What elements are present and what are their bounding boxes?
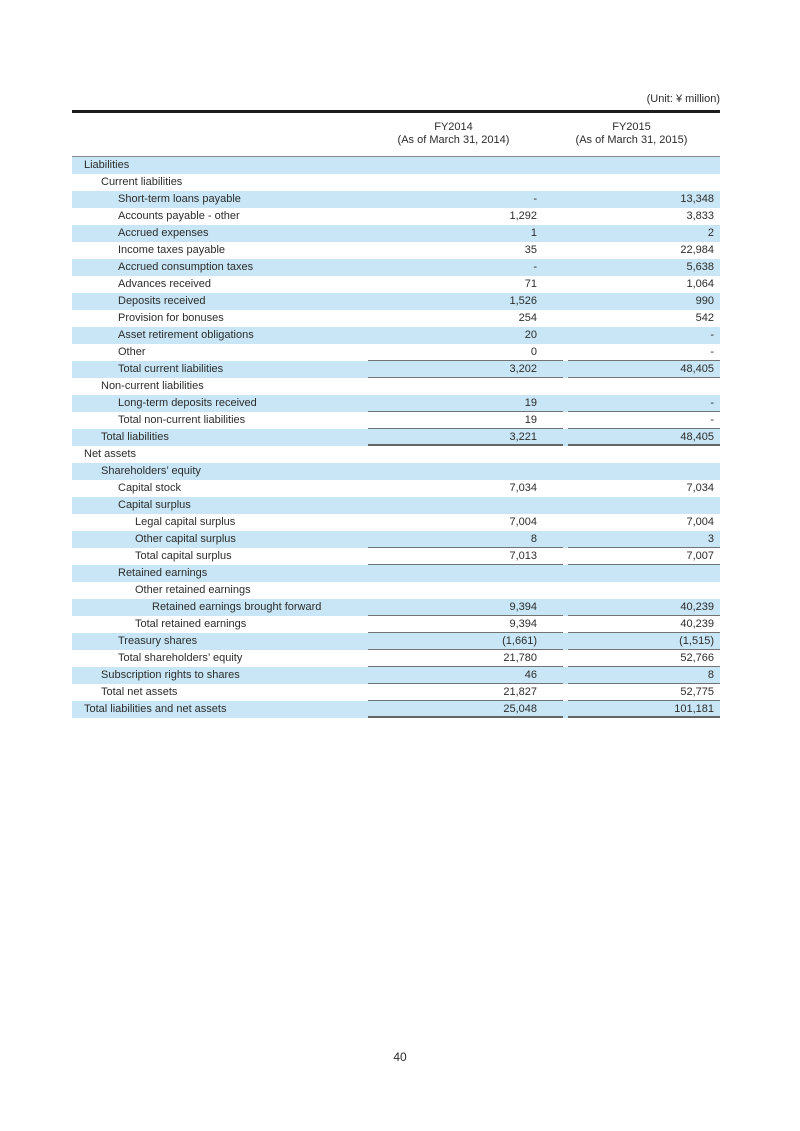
balance-sheet-table: [72, 110, 720, 718]
column-header-fy2015-sublabel: (As of March 31, 2015): [575, 134, 688, 146]
document-page-content: [72, 92, 720, 718]
row-label: Retained earnings: [118, 567, 208, 579]
table-row: [72, 242, 720, 259]
fy2014-value-cell: 1: [530, 227, 537, 239]
table-row: [72, 191, 720, 208]
table-row: [72, 514, 720, 531]
row-label: Legal capital surplus: [135, 516, 236, 528]
table-row: [72, 616, 720, 633]
fy2015-value-cell: [565, 463, 720, 480]
table-row: [72, 582, 720, 599]
fy2014-value-cell: 1,292: [509, 210, 537, 222]
fy2015-value-cell: [565, 378, 720, 395]
fy2015-value-cell: 1,064: [686, 278, 714, 290]
table-header-row: [72, 113, 720, 157]
row-label: Total retained earnings: [135, 618, 247, 630]
table-row: [72, 208, 720, 225]
fy2014-value-cell: 19: [368, 412, 565, 429]
fy2014-value-cell: 71: [524, 278, 537, 290]
fy2014-value-cell: 7,013: [368, 548, 565, 565]
column-header-fy2014-sublabel: (As of March 31, 2014): [397, 134, 510, 146]
fy2015-value-cell: (1,515): [565, 633, 720, 650]
fy2014-value-cell: 8: [368, 531, 565, 548]
fy2014-value-cell: 1,526: [509, 295, 537, 307]
fy2015-value-cell: -: [565, 412, 720, 429]
row-label: Total capital surplus: [135, 550, 232, 562]
fy2015-value-cell: [565, 446, 720, 463]
row-label: Accounts payable - other: [118, 210, 240, 222]
fy2015-value-cell: [565, 565, 720, 582]
fy2015-value-cell: 7,007: [565, 548, 720, 565]
table-row: [72, 395, 720, 412]
fy2014-value-cell: 46: [368, 667, 565, 684]
fy2014-value-cell: [368, 497, 565, 514]
fy2014-value-cell: [368, 174, 565, 191]
table-row: [72, 344, 720, 361]
fy2014-value-cell: [368, 582, 565, 599]
fy2015-value-cell: 3: [565, 531, 720, 548]
fy2014-value-cell: 9,394: [368, 599, 565, 616]
row-label: Other capital surplus: [135, 533, 236, 545]
header-item-column: [72, 121, 368, 156]
fy2015-value-cell: 7,034: [686, 482, 714, 494]
row-label: Income taxes payable: [118, 244, 226, 256]
page-number: 40: [393, 1050, 407, 1064]
table-row: [72, 310, 720, 327]
fy2015-value-cell: 542: [695, 312, 714, 324]
fy2015-value-cell: 101,181: [565, 701, 720, 718]
unit-label: (Unit: ¥ million): [646, 93, 720, 105]
fy2014-value-cell: 9,394: [368, 616, 565, 633]
row-label: Non-current liabilities: [101, 380, 204, 392]
table-row: [72, 701, 720, 718]
fy2014-value-cell: 254: [518, 312, 537, 324]
fy2014-value-cell: -: [533, 261, 537, 273]
table-row: [72, 378, 720, 395]
row-label: Accrued consumption taxes: [118, 261, 254, 273]
row-label: Long-term deposits received: [118, 397, 257, 409]
fy2015-value-cell: -: [710, 329, 714, 341]
row-label: Net assets: [84, 448, 136, 460]
table-row: [72, 463, 720, 480]
fy2014-value-cell: 25,048: [368, 701, 565, 718]
fy2014-value-cell: 3,202: [368, 361, 565, 378]
fy2015-value-cell: 40,239: [565, 599, 720, 616]
row-label: Other retained earnings: [135, 584, 251, 596]
table-row: [72, 174, 720, 191]
fy2015-value-cell: 13,348: [680, 193, 714, 205]
table-row: [72, 327, 720, 344]
row-label: Capital stock: [118, 482, 181, 494]
fy2014-value-cell: -: [533, 193, 537, 205]
row-label: Capital surplus: [118, 499, 191, 511]
row-label: Total liabilities and net assets: [84, 703, 227, 715]
row-label: Shareholders’ equity: [101, 465, 201, 477]
fy2014-value-cell: 20: [524, 329, 537, 341]
table-row: [72, 225, 720, 242]
table-body: [72, 157, 720, 718]
table-row: [72, 259, 720, 276]
fy2014-value-cell: 19: [368, 395, 565, 412]
table-row: [72, 293, 720, 310]
row-label: Retained earnings brought forward: [152, 601, 322, 613]
table-row: [72, 480, 720, 497]
fy2015-value-cell: 48,405: [565, 361, 720, 378]
table-row: [72, 633, 720, 650]
row-label: Treasury shares: [118, 635, 198, 647]
row-label: Current liabilities: [101, 176, 183, 188]
table-row: [72, 667, 720, 684]
fy2014-value-cell: 21,827: [368, 684, 565, 701]
fy2015-value-cell: [565, 157, 720, 174]
fy2014-value-cell: 21,780: [368, 650, 565, 667]
row-label: Total net assets: [101, 686, 178, 698]
fy2014-value-cell: [368, 446, 565, 463]
fy2014-value-cell: [368, 378, 565, 395]
table-row: [72, 412, 720, 429]
column-header-fy2015-label: FY2015: [612, 121, 651, 133]
row-label: Deposits received: [118, 295, 206, 307]
row-label: Provision for bonuses: [118, 312, 224, 324]
fy2015-value-cell: [565, 497, 720, 514]
fy2015-value-cell: 22,984: [680, 244, 714, 256]
row-label: Total liabilities: [101, 431, 169, 443]
table-row: [72, 157, 720, 174]
fy2015-value-cell: 40,239: [565, 616, 720, 633]
row-label: Subscription rights to shares: [101, 669, 240, 681]
fy2015-value-cell: 3,833: [686, 210, 714, 222]
table-row: [72, 531, 720, 548]
fy2015-value-cell: [565, 582, 720, 599]
table-row: [72, 650, 720, 667]
fy2014-value-cell: [368, 157, 565, 174]
table-row: [72, 497, 720, 514]
column-header-fy2015: [565, 121, 720, 156]
row-label: Accrued expenses: [118, 227, 209, 239]
row-label: Advances received: [118, 278, 211, 290]
fy2015-value-cell: 52,766: [565, 650, 720, 667]
table-row: [72, 565, 720, 582]
fy2014-value-cell: [368, 463, 565, 480]
table-row: [72, 684, 720, 701]
table-row: [72, 599, 720, 616]
fy2015-value-cell: 5,638: [686, 261, 714, 273]
fy2015-value-cell: -: [565, 395, 720, 412]
fy2015-value-cell: 8: [565, 667, 720, 684]
column-header-fy2014: [368, 121, 565, 156]
row-label: Other: [118, 346, 146, 358]
column-header-fy2014-label: FY2014: [434, 121, 473, 133]
table-row: [72, 446, 720, 463]
fy2015-value-cell: [565, 174, 720, 191]
fy2015-value-cell: 52,775: [565, 684, 720, 701]
row-label: Total non-current liabilities: [118, 414, 246, 426]
table-row: [72, 548, 720, 565]
row-label: Asset retirement obligations: [118, 329, 254, 341]
table-row: [72, 276, 720, 293]
fy2014-value-cell: 7,004: [509, 516, 537, 528]
fy2014-value-cell: [368, 565, 565, 582]
fy2015-value-cell: 2: [707, 227, 714, 239]
fy2015-value-cell: -: [565, 344, 720, 361]
fy2014-value-cell: 0: [368, 344, 565, 361]
fy2015-value-cell: 48,405: [565, 429, 720, 446]
fy2015-value-cell: 990: [695, 295, 714, 307]
fy2014-value-cell: 3,221: [368, 429, 565, 446]
fy2015-value-cell: 7,004: [686, 516, 714, 528]
fy2014-value-cell: 35: [524, 244, 537, 256]
fy2014-value-cell: 7,034: [509, 482, 537, 494]
table-row: [72, 361, 720, 378]
row-label: Total shareholders’ equity: [118, 652, 243, 664]
row-label: Short-term loans payable: [118, 193, 241, 205]
row-label: Total current liabilities: [118, 363, 224, 375]
table-row: [72, 429, 720, 446]
row-label: Liabilities: [84, 159, 130, 171]
fy2014-value-cell: (1,661): [368, 633, 565, 650]
